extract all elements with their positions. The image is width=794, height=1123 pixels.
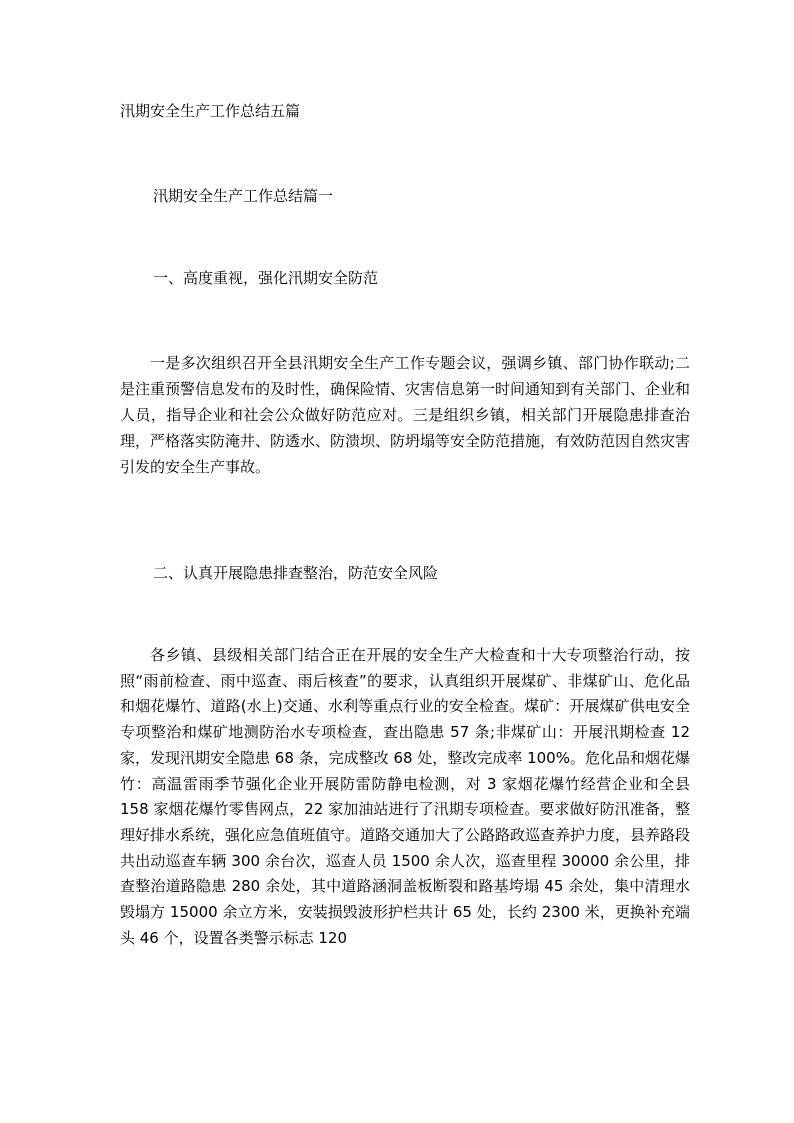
document-title: 汛期安全生产工作总结五篇 bbox=[120, 102, 301, 120]
heading-1: 一、高度重视，强化汛期安全防范 bbox=[153, 269, 379, 287]
paragraph-1: 一是多次组织召开全县汛期安全生产工作专题会议，强调乡镇、部门协作联动;二是注重预警信息发布的及时性，确保险情、灾害信息第一时间通知到有关部门、企业和人员，指导企业和社会公众做好防范应对。三是组织乡镇，相关部门开展隐患排查治理，严格落实防淹井、防透水、防溃坝、防坍塌等安全防范措施，有效防范因自然灾害引发的安全生产事故。 bbox=[120, 354, 691, 476]
paragraph-2: 各乡镇、县级相关部门结合正在开展的安全生产大检查和十大专项整治行动，按照“雨前检查、雨中巡查、雨后核查”的要求，认真组织开展煤矿、非煤矿山、危化品和烟花爆竹、道路(水上)交通、水利等重点行业的安全检查。煤矿：开展煤矿供电安全专项整治和煤矿地测防治水专项检查，查出隐患 57 条;非煤矿山：开展汛期检查 12 家，发现汛期安全隐患 68 条，完成整改 68 处，整改完成率 100%。危化品和烟花爆竹：高温雷雨季节强化企业开展防雷防静电检测，对 3 家烟花爆竹经营企业和全县 158 家烟花爆竹零售网点，22 家加油站进行了汛期专项检查。要求做好防汛准备，整理好排水系统，强化应急值班值守。道路交通加大了公路路政巡查养护力度，县养路段共出动巡查车辆 300 余台次，巡查人员 1500 余人次，巡查里程 30000 余公里，排查整治道路隐患 280 余处，其中道路涵洞盖板断裂和路基垮塌 45 余处，集中清理水毁塌方 15000 余立方米，安装损毁波形护栏共计 65 处，长约 2300 米，更换补充端头 46 个，设置各类警示标志 120 bbox=[120, 646, 691, 947]
section-title: 汛期安全生产工作总结篇一 bbox=[153, 187, 334, 205]
heading-2: 二、认真开展隐患排查整治，防范安全风险 bbox=[153, 564, 439, 582]
